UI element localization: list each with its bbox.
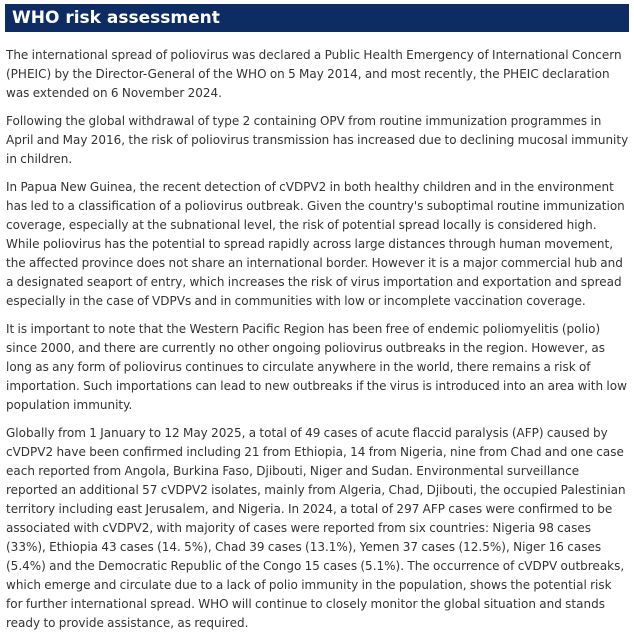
paragraph-western-pacific: It is important to note that the Western Pacific Region has been free of endemic poliomyelitis (polio) since 2000, and there are currently no other ongoing poliovirus outbreaks in the region. However, as long as any form of poliovirus continues to circulate anywhere in the world, there remains a risk of importation. Such importations can lead to new outbreaks if the virus is introduced into an area with low population immunity. [6, 322, 627, 412]
section-content [5, 46, 629, 633]
document-page [0, 4, 634, 630]
paragraph-pheic: The international spread of poliovirus was declared a Public Health Emergency of International Concern (PHEIC) by the Director-General of the WHO on 5 May 2014, and most recently, the PHEIC declaration was extended on 6 November 2024. [6, 48, 622, 100]
section-header-bar [5, 4, 629, 32]
paragraph-papua-new-guinea: In Papua New Guinea, the recent detection of cVDPV2 in both healthy children and in the environment has led to a classification of a poliovirus outbreak. Given the country's suboptimal routine immunization coverage, especially at the subnational level, the risk of potential spread locally is considered high. While poliovirus has the potential to spread rapidly across large distances through human movement, the affected province does not share an international border. However it is a major commercial hub and a designated seaport of entry, which increases the risk of virus importation and exportation and spread especially in the case of VDPVs and in communities with low or incomplete vaccination coverage. [6, 180, 625, 308]
section-title: WHO risk assessment [12, 8, 220, 28]
paragraph-global-situation: Globally from 1 January to 12 May 2025, a total of 49 cases of acute flaccid paralysis (AFP) caused by cVDPV2 have been confirmed including 21 from Ethiopia, 14 from Nigeria, nine from Chad and one case each reported from Angola, Burkina Faso, Djibouti, Niger and Sudan. Environmental surveillance reported an additional 57 cVDPV2 isolates, mainly from Algeria, Chad, Djibouti, the occupied Palestinian territory including east Jerusalem, and Nigeria. In 2024, a total of 297 AFP cases were confirmed to be associated with cVDPV2, with majority of cases were reported from six countries: Nigeria 98 cases (33%), Ethiopia 43 cases (14. 5%), Chad 39 cases (13.1%), Yemen 37 cases (12.5%), Niger 16 cases (5.4%) and the Democratic Republic of the Congo 15 cases (5.1%). The occurrence of cVDPV outbreaks, which emerge and circulate due to a lack of polio immunity in the population, shows the potential risk for further international spread. WHO will continue to closely monitor the global situation and stands ready to provide assistance, as required. [6, 426, 626, 630]
paragraph-opv-withdrawal: Following the global withdrawal of type 2 containing OPV from routine immunization programmes in April and May 2016, the risk of poliovirus transmission has increased due to declining mucosal immunity in children. [6, 114, 629, 166]
